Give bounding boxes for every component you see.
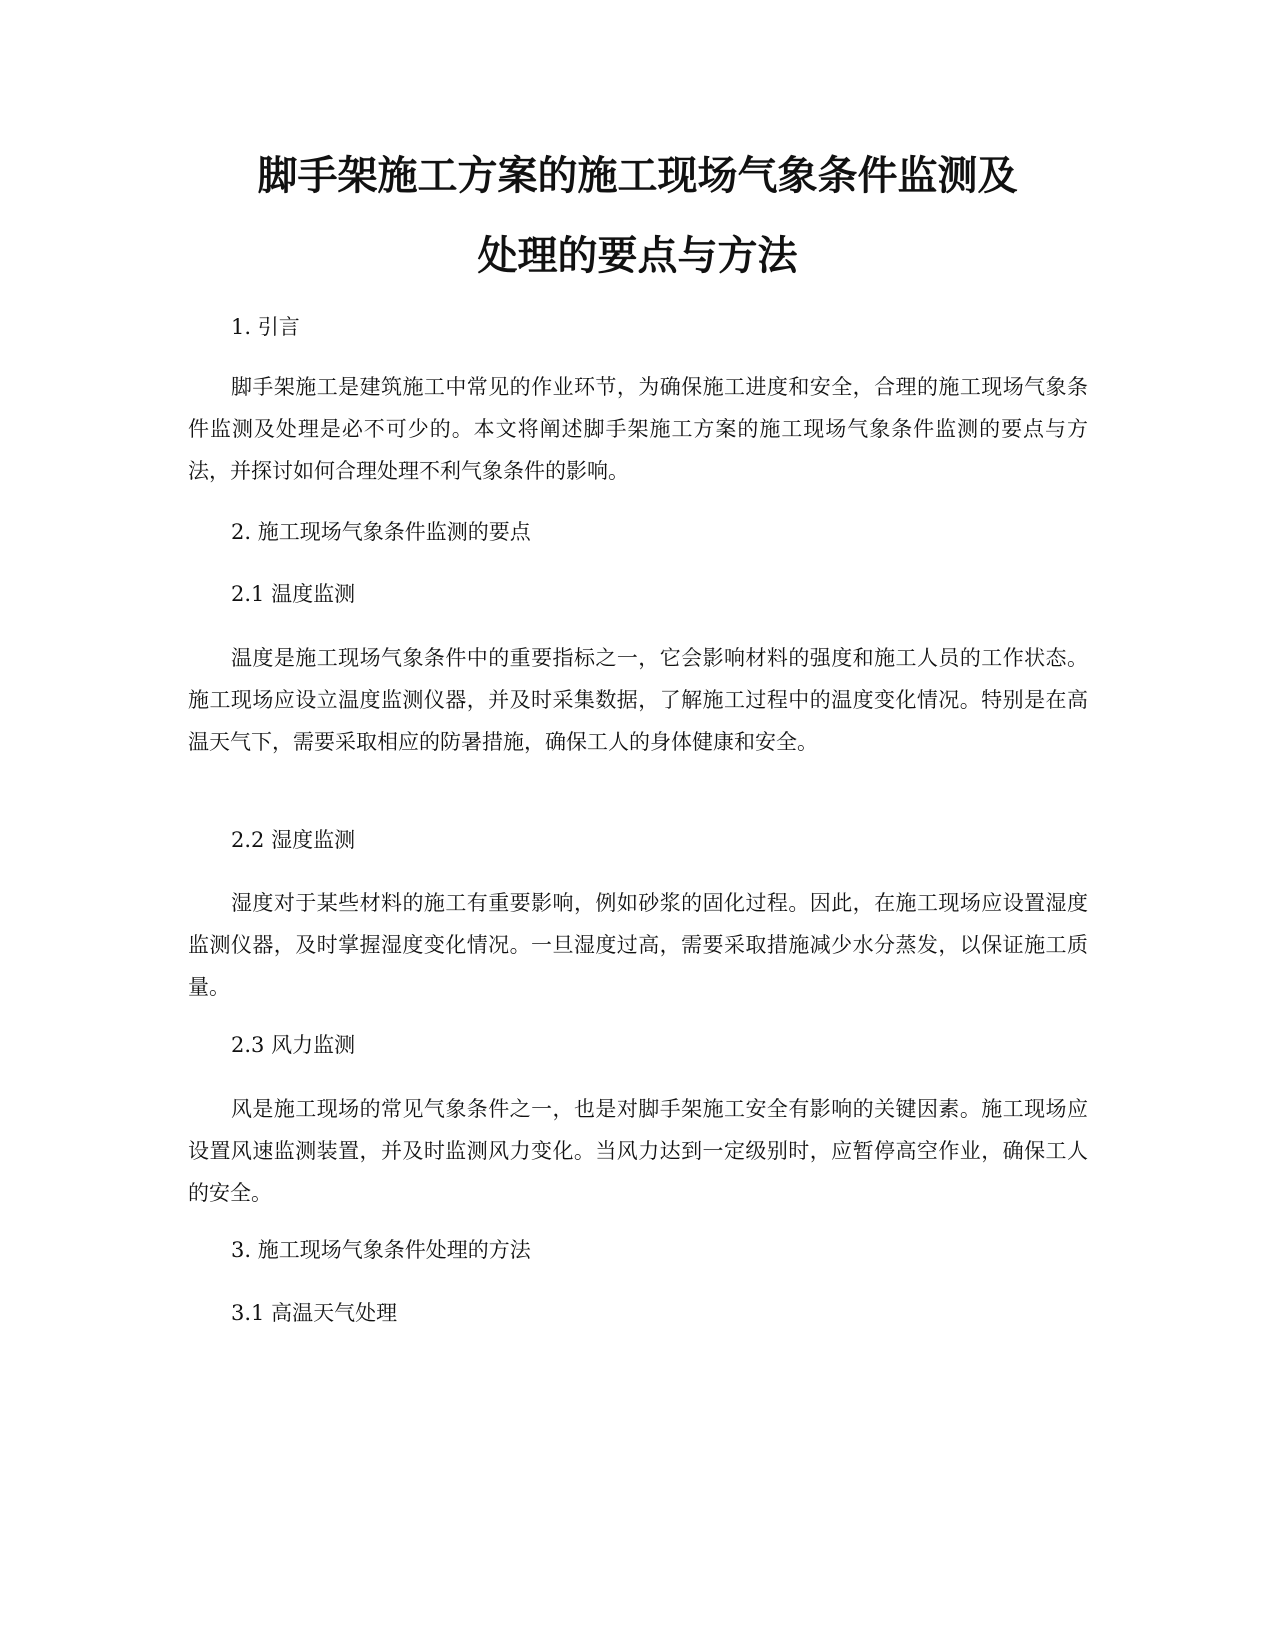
section-heading-2-3: 2.3 风力监测 — [231, 1033, 356, 1057]
document-title-line-1: 脚手架施工方案的施工现场气象条件监测及 — [257, 153, 1018, 199]
section-heading-2: 2. 施工现场气象条件监测的要点 — [231, 520, 531, 544]
paragraph-intro: 脚手架施工是建筑施工中常见的作业环节，为确保施工进度和安全，合理的施工现场气象条件监测及处理是必不可少的。本文将阐述脚手架施工方案的施工现场气象条件监测的要点与方法，并探讨如何合理处理不利气象条件的影响。 — [188, 375, 1088, 483]
section-heading-2-1: 2.1 温度监测 — [231, 582, 356, 606]
paragraph-2-2: 湿度对于某些材料的施工有重要影响，例如砂浆的固化过程。因此，在施工现场应设置湿度监测仪器，及时掌握湿度变化情况。一旦湿度过高，需要采取措施减少水分蒸发，以保证施工质量。 — [188, 891, 1088, 999]
paragraph-2-3: 风是施工现场的常见气象条件之一，也是对脚手架施工安全有影响的关键因素。施工现场应设置风速监测装置，并及时监测风力变化。当风力达到一定级别时，应暂停高空作业，确保工人的安全。 — [188, 1097, 1088, 1205]
section-heading-2-2: 2.2 湿度监测 — [231, 828, 356, 852]
paragraph-2-1: 温度是施工现场气象条件中的重要指标之一，它会影响材料的强度和施工人员的工作状态。施工现场应设立温度监测仪器，并及时采集数据，了解施工过程中的温度变化情况。特别是在高温天气下，需要采取相应的防暑措施，确保工人的身体健康和安全。 — [188, 646, 1088, 754]
section-heading-intro: 1. 引言 — [231, 315, 300, 339]
document-title-line-2: 处理的要点与方法 — [477, 233, 798, 279]
section-heading-3-1: 3.1 高温天气处理 — [231, 1301, 398, 1325]
section-heading-3: 3. 施工现场气象条件处理的方法 — [231, 1238, 531, 1262]
